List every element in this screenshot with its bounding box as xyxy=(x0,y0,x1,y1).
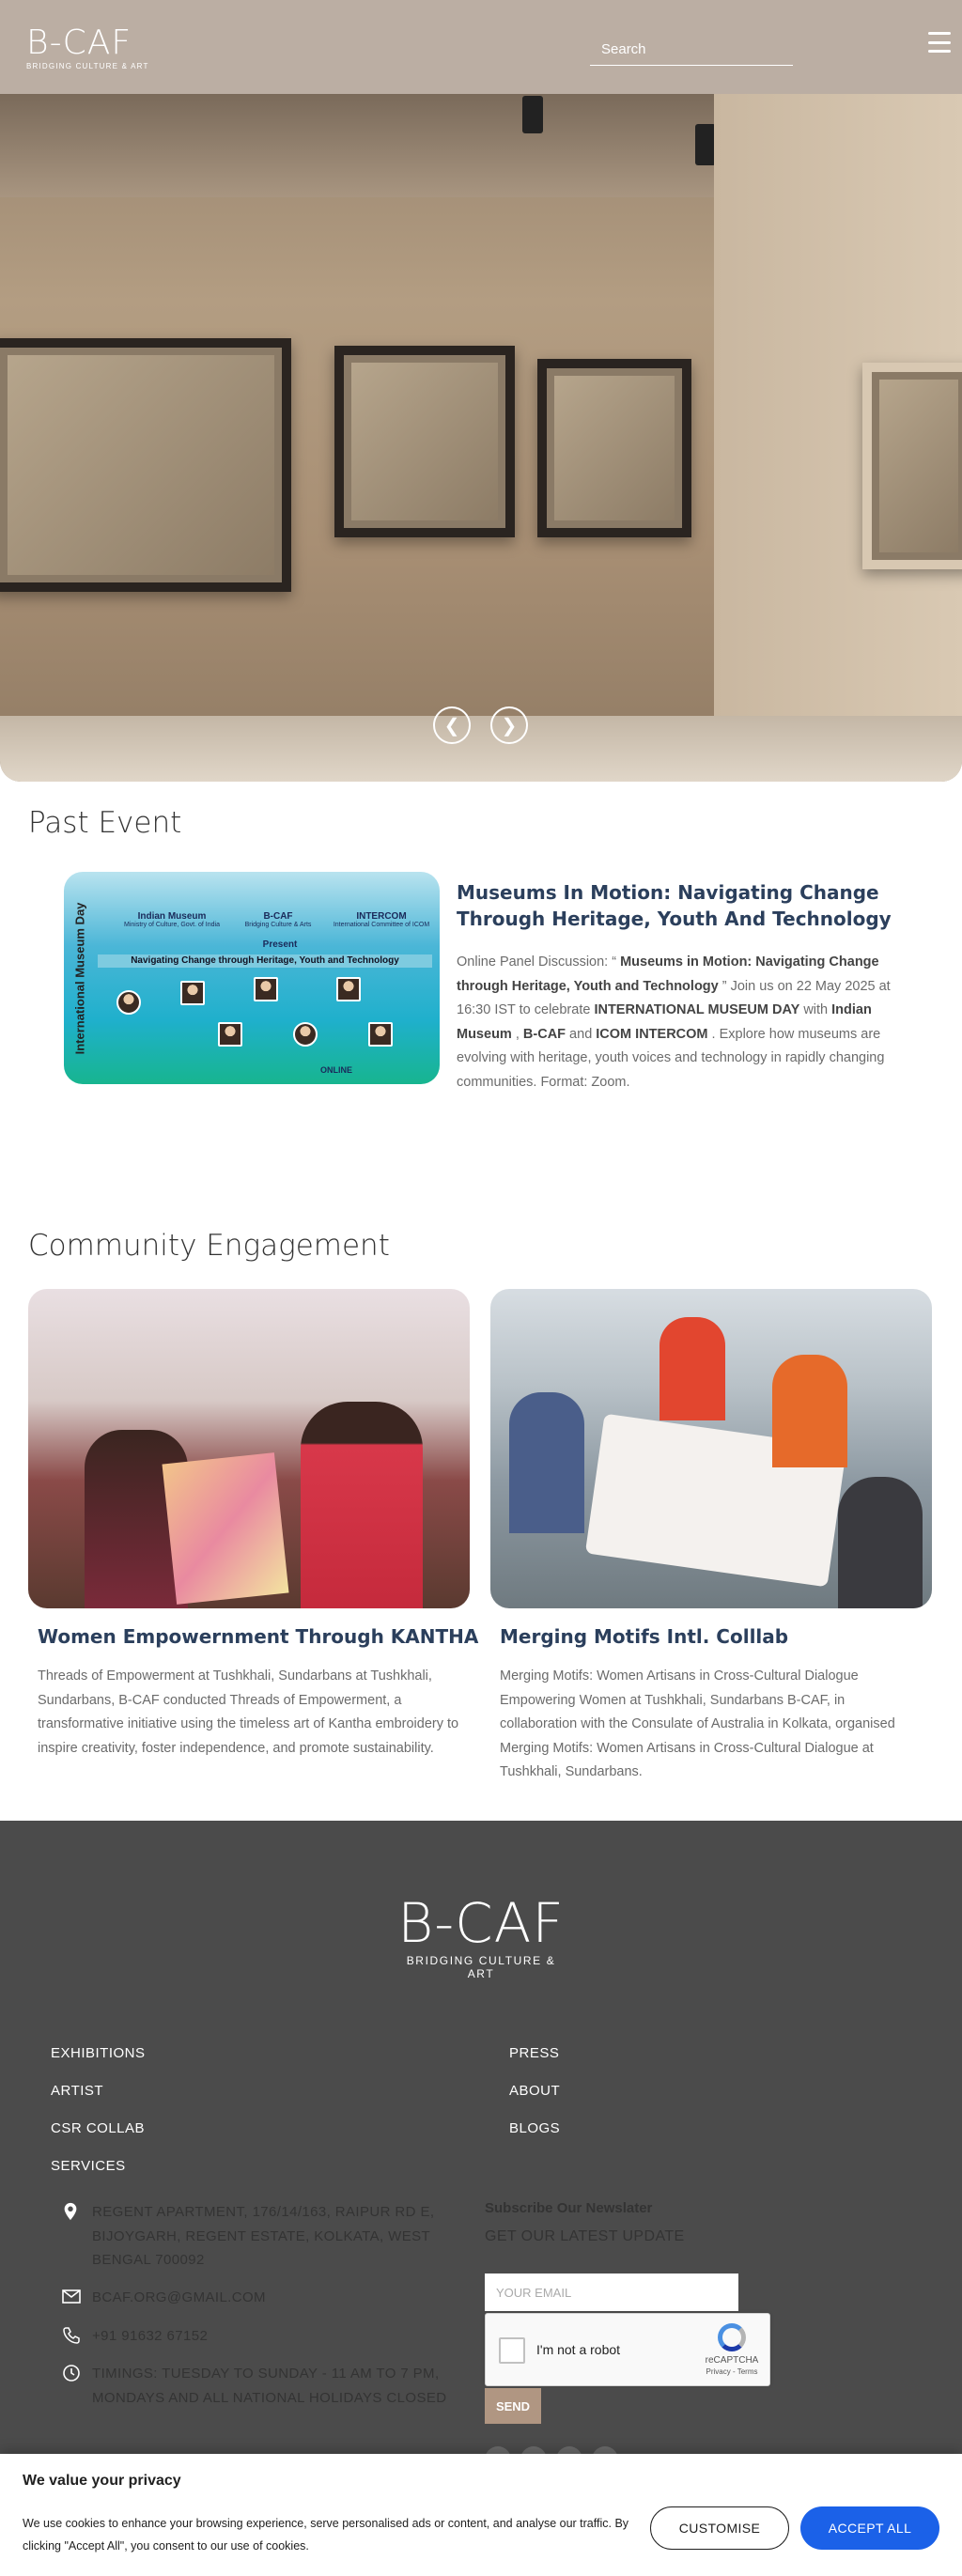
recaptcha-brand: reCAPTCHA xyxy=(705,2355,759,2366)
location-pin-icon xyxy=(62,2200,92,2273)
footer-logo-text: B-CAF xyxy=(397,1891,565,1955)
hero-prev-button[interactable] xyxy=(433,706,471,744)
phone-icon xyxy=(62,2324,92,2353)
artwork-frame xyxy=(862,363,962,569)
footer-link-blogs[interactable]: BLOGS xyxy=(509,2120,561,2136)
hero-slider xyxy=(0,94,962,782)
recaptcha-links[interactable]: Privacy - Terms xyxy=(706,2367,758,2376)
recaptcha-widget xyxy=(485,2313,770,2386)
community-item-desc: Threads of Empowerment at Tushkhali, Sundarbans at Tushkhali, Sundarbans, B-CAF conducted Threads of Empowerment, a transformative initiative using the timeless art of Kantha embroidery to inspire creativity, foster independence, and promote sustainability. xyxy=(38,1668,459,1756)
chevron-right-icon: ❯ xyxy=(501,715,518,737)
recaptcha-checkbox[interactable] xyxy=(499,2337,525,2364)
logo-text: B-CAF xyxy=(26,23,132,62)
contact-phone[interactable] xyxy=(62,2324,457,2353)
community-item-title[interactable]: Women Empowernment Through KANTHA xyxy=(38,1625,479,1648)
cookie-text: We use cookies to enhance your browsing experience, serve personalised ads or content, and analyse our traffic. By clicking "Accept All", you consent to our use of cookies. xyxy=(23,2517,629,2553)
artwork-frame xyxy=(334,346,515,537)
address-text: REGENT APARTMENT, 176/14/163, RAIPUR RD E, BIJOYGARH, REGENT ESTATE, KOLKATA, WEST BENGAL 700092 xyxy=(92,2204,435,2268)
footer-link-exhibitions[interactable]: EXHIBITIONS xyxy=(51,2045,146,2061)
poster-org1-sub: Ministry of Culture, Govt. of India xyxy=(124,922,220,928)
event-description: Online Panel Discussion: “ Museums in Motion: Navigating Change through Heritage, Youth and Technology ” Join us on 22 May 2025 at 16:30 IST to celebrate INTERNATIONAL MUSEUM DAY with Indian Museum , B-CAF and ICOM INTERCOM . Explore how museums are evolving with heritage, youth voices and technology in rapidly changing communities. Format: Zoom. xyxy=(457,954,891,1090)
cookie-banner xyxy=(0,2454,962,2576)
menu-icon[interactable] xyxy=(928,32,951,53)
recaptcha-icon xyxy=(718,2323,746,2351)
past-event-title: Past Event xyxy=(28,806,182,840)
community-image-motifs[interactable] xyxy=(490,1289,932,1608)
footer-link-csr-collab[interactable]: CSR COLLAB xyxy=(51,2120,146,2136)
poster-topic: Navigating Change through Heritage, Youth and Technology xyxy=(98,954,432,968)
footer-logo[interactable] xyxy=(395,1891,567,1980)
search-input[interactable] xyxy=(590,34,793,65)
event-poster[interactable] xyxy=(64,872,440,1084)
community-item-desc: Merging Motifs: Women Artisans in Cross-Cultural Dialogue Empowering Women at Tushkhali, Sundarbans B-CAF, in collaboration with the Consulate of Australia in Kolkata, organised Merging Motifs: Women Artisans in Cross-Cultural Dialogue at Tushkhali, Sundarbans. xyxy=(500,1668,895,1779)
poster-org3-sub: International Committee of ICOM xyxy=(333,922,430,928)
newsletter-title: Subscribe Our Newslater xyxy=(485,2200,653,2216)
recaptcha-label: I'm not a robot xyxy=(536,2342,621,2357)
newsletter-email-input[interactable] xyxy=(485,2273,738,2311)
logo-tagline: BRIDGING CULTURE & ART xyxy=(26,62,149,70)
footer-link-artist[interactable]: ARTIST xyxy=(51,2083,104,2099)
send-button[interactable]: SEND xyxy=(485,2388,541,2424)
footer-nav-left xyxy=(51,2035,146,2185)
artwork-frame xyxy=(0,338,291,592)
recaptcha-logo xyxy=(704,2323,760,2376)
community-item-title[interactable]: Merging Motifs Intl. Colllab xyxy=(500,1625,789,1648)
poster-org1: Indian Museum xyxy=(137,911,207,922)
poster-online: ONLINE xyxy=(319,1065,352,1075)
footer-link-press[interactable]: PRESS xyxy=(509,2045,560,2061)
site-logo[interactable] xyxy=(26,23,149,70)
community-title: Community Engagement xyxy=(28,1229,390,1263)
poster-present: Present xyxy=(262,939,298,950)
poster-org2: B-CAF xyxy=(263,911,293,922)
footer-logo-tagline: BRIDGING CULTURE & ART xyxy=(406,1954,556,1980)
poster-org3: INTERCOM xyxy=(356,911,407,922)
footer-link-services[interactable]: SERVICES xyxy=(51,2158,126,2174)
search-bar xyxy=(590,34,793,66)
timings-text: TIMINGS: TUESDAY TO SUNDAY - 11 AM TO 7 PM, MONDAYS AND ALL NATIONAL HOLIDAYS CLOSED xyxy=(92,2366,447,2406)
poster-side-text: International Museum Day xyxy=(72,902,87,1054)
hero-floor xyxy=(0,716,962,782)
accept-all-button[interactable]: ACCEPT ALL xyxy=(800,2506,939,2550)
clock-icon xyxy=(62,2362,92,2410)
customise-button[interactable]: CUSTOMISE xyxy=(650,2506,789,2550)
chevron-left-icon: ❮ xyxy=(443,715,460,737)
phone-text: +91 91632 67152 xyxy=(92,2328,209,2344)
cookie-title: We value your privacy xyxy=(23,2473,181,2489)
footer-link-about[interactable]: ABOUT xyxy=(509,2083,561,2099)
contact-address xyxy=(62,2200,457,2273)
footer-nav-right xyxy=(509,2035,560,2148)
poster-org2-sub: Bridging Culture & Arts xyxy=(244,922,312,928)
newsletter-subtitle: GET OUR LATEST UPDATE xyxy=(485,2228,685,2244)
email-text: BCAF.ORG@GMAIL.COM xyxy=(92,2289,266,2305)
contact-email[interactable] xyxy=(62,2286,457,2313)
hero-next-button[interactable] xyxy=(490,706,528,744)
contact-timings xyxy=(62,2362,457,2410)
community-image-kantha[interactable] xyxy=(28,1289,470,1608)
site-header xyxy=(0,0,962,94)
event-title[interactable]: Museums In Motion: Navigating Change Through Heritage, Youth And Technology xyxy=(457,881,892,930)
artwork-frame xyxy=(537,359,691,537)
email-icon xyxy=(62,2286,92,2313)
